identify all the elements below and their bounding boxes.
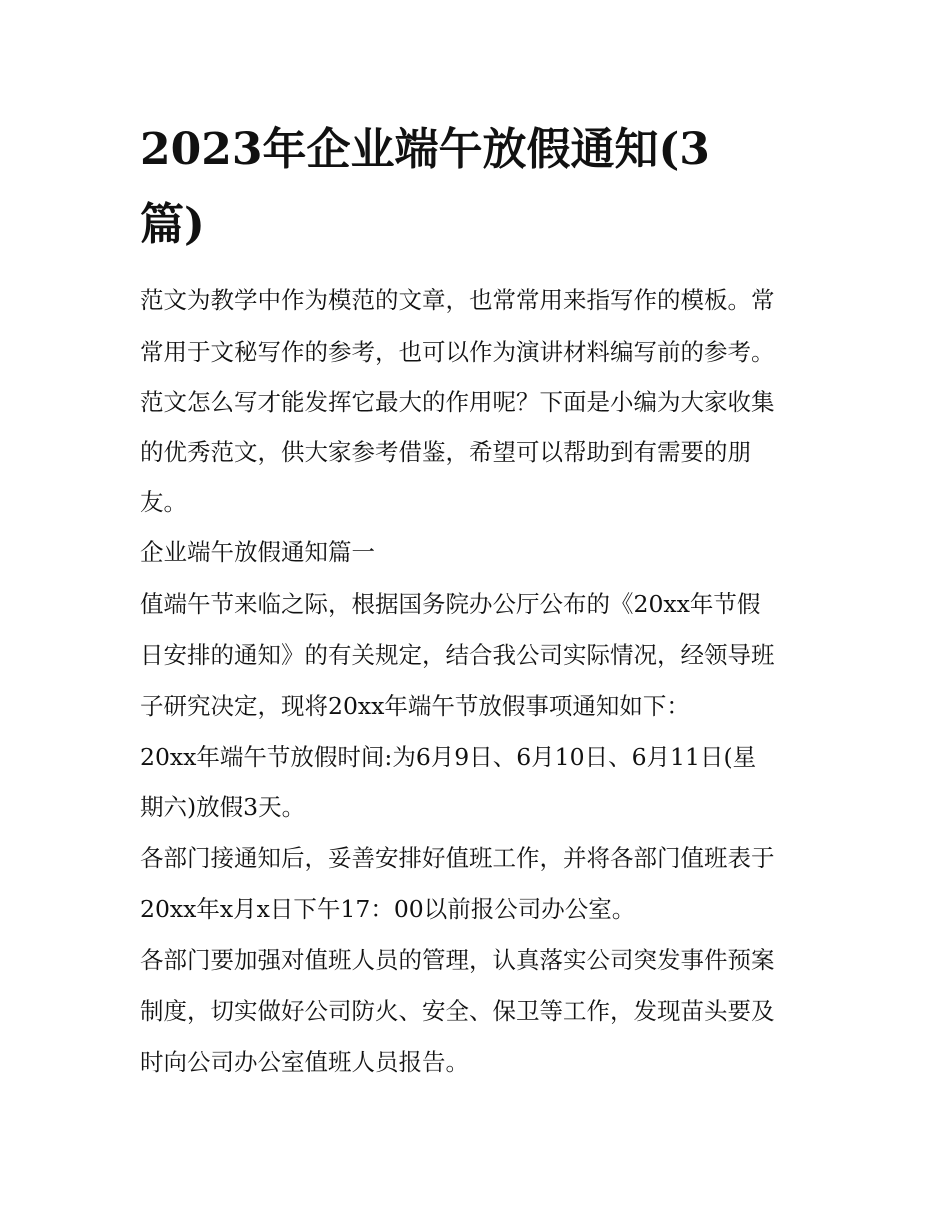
paragraph-line: 子研究决定，现将20xx年端午节放假事项通知如下： bbox=[140, 692, 690, 720]
paragraph-line: 20xx年端午节放假时间:为6月9日、6月10日、6月11日(星 bbox=[140, 743, 757, 771]
intro-line: 的优秀范文，供大家参考借鉴，希望可以帮助到有需要的朋 bbox=[140, 438, 751, 466]
paragraph-line: 日安排的通知》的有关规定，结合我公司实际情况，经领导班 bbox=[140, 641, 775, 669]
intro-line: 友。 bbox=[140, 488, 187, 516]
paragraph-line: 制度，切实做好公司防火、安全、保卫等工作，发现苗头要及 bbox=[140, 997, 775, 1025]
paragraph-line: 各部门要加强对值班人员的管理，认真落实公司突发事件预案 bbox=[140, 946, 775, 974]
paragraph-line: 各部门接通知后，妥善安排好值班工作，并将各部门值班表于 bbox=[140, 844, 775, 872]
document-title-line-2: 篇) bbox=[140, 199, 205, 250]
intro-line: 常用于文秘写作的参考，也可以作为演讲材料编写前的参考。 bbox=[140, 338, 775, 366]
section-heading: 企业端午放假通知篇一 bbox=[140, 538, 375, 566]
paragraph-line: 20xx年x月x日下午17：00以前报公司办公室。 bbox=[140, 895, 636, 923]
intro-line: 范文为教学中作为模范的文章，也常常用来指写作的模板。常 bbox=[140, 286, 775, 314]
document-title-line-1: 2023年企业端午放假通知(3 bbox=[140, 124, 710, 175]
intro-line: 范文怎么写才能发挥它最大的作用呢？下面是小编为大家收集 bbox=[140, 388, 775, 416]
paragraph-line: 时向公司办公室值班人员报告。 bbox=[140, 1048, 469, 1076]
paragraph-line: 期六)放假3天。 bbox=[140, 793, 306, 821]
paragraph-line: 值端午节来临之际，根据国务院办公厅公布的《20xx年节假 bbox=[140, 590, 761, 618]
